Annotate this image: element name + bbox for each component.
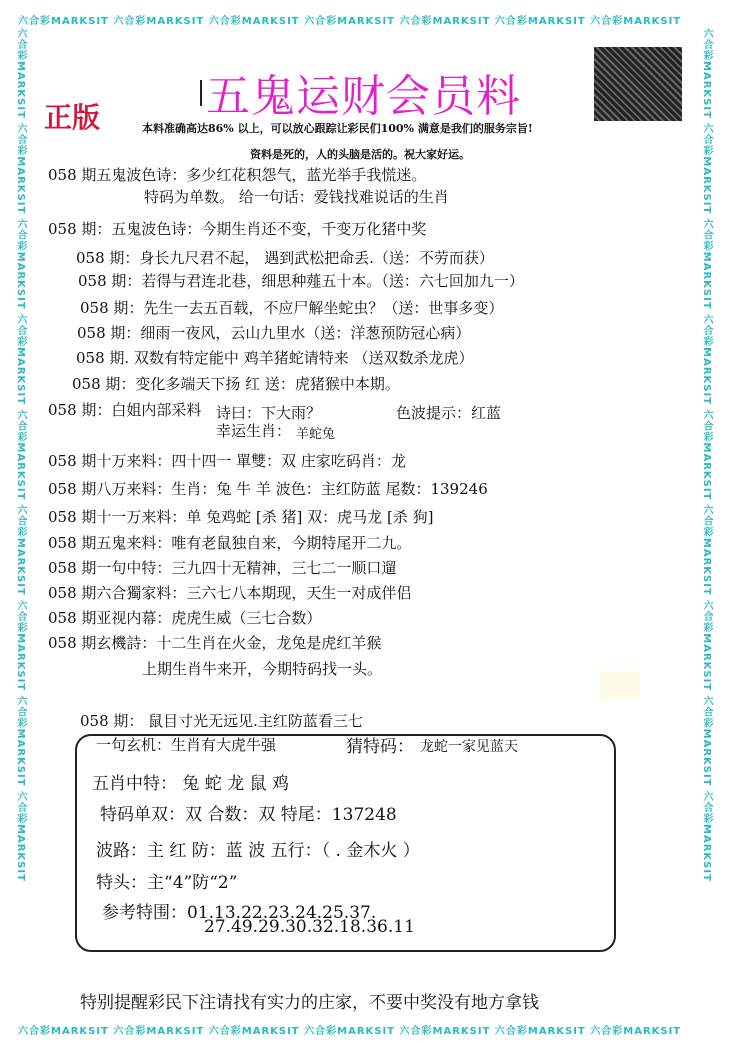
- text-line: 058 期：身长九尺君不起， 遇到武松把命丢.（送：不劳而获）: [76, 249, 494, 267]
- text-line: 058 期五鬼来料：唯有老鼠独自来，今期特尾开二九。: [48, 534, 412, 552]
- text-line: 058 期一句中特：三九四十无精神，三七二一顺口遛: [48, 559, 397, 577]
- text-line: 058 期：五鬼波色诗：今期生肖还不变，千变万化猪中奖: [48, 220, 427, 238]
- box-line: 龙蛇一家见蓝天: [420, 739, 518, 755]
- text-line: 羊蛇兔: [296, 427, 336, 442]
- text-line: 058 期：白姐内部采料: [48, 401, 202, 419]
- text-line: 058 期. 双数有特定能中 鸡羊猪蛇请特来 （送双数杀龙虎）: [76, 349, 474, 367]
- text-line: 058 期： 鼠目寸光无远见.主红防蓝看三七: [80, 712, 363, 730]
- text-line: 058 期十万来料：四十四一 單雙：双 庄家吃码肖：龙: [48, 452, 406, 470]
- text-line: 幸运生肖：: [216, 422, 292, 440]
- box-line: 27.49.29.30.32.18.36.11: [204, 917, 415, 937]
- text-line: 058 期六合獨家料：三六七八本期现，天生一对成伴侣: [48, 584, 412, 602]
- text-line: 058 期八万来料：生肖：兔 牛 羊 波色：主红防蓝 尾数：139246: [48, 480, 488, 498]
- text-line: 058 期亚视内幕：虎虎生威（三七合数）: [48, 609, 322, 627]
- text-line: 058 期：变化多端天下扬 红 送：虎猪猴中本期。: [72, 375, 400, 393]
- border-watermark-bottom: 六合彩MARKSIT 六合彩MARKSIT 六合彩MARKSIT 六合彩MARKSIT 六合彩MARKSIT 六合彩MARKSIT 六合彩MARKSIT: [18, 1026, 682, 1036]
- box-line: 参考特围：01.13.22.23.24.25.37.: [102, 903, 377, 923]
- qr-code-image: [594, 47, 682, 121]
- text-line: 特码为单数。 给一句话：爱钱找难说话的生肖: [144, 188, 449, 206]
- page-title: 五鬼运财会员料: [206, 71, 521, 122]
- subtitle-blessing: 资料是死的，人的头脑是活的。祝大家好运。: [250, 148, 470, 161]
- text-line: 058 期玄機詩：十二生肖在火金，龙兔是虎红羊猴: [48, 634, 382, 652]
- box-line: 一句玄机：生肖有大虎牛强: [96, 736, 277, 754]
- border-watermark-left: 六合彩MARKSIT 六合彩MARKSIT 六合彩MARKSIT 六合彩MARKSIT 六合彩MARKSIT 六合彩MARKSIT 六合彩MARKSIT 六合彩MARKSIT 六合彩MARKSIT: [15, 28, 26, 882]
- text-line: 058 期：细雨一夜风，云山九里水（送：洋葱预防冠心病）: [77, 324, 471, 342]
- text-line: 058 期十一万来料：单 兔鸡蛇 [杀 猪] 双：虎马龙 [杀 狗]: [48, 508, 434, 526]
- box-line: 五肖中特： 兔 蛇 龙 鼠 鸡: [92, 774, 290, 794]
- text-line: 058 期：若得与君连北巷，细思种薤五十本。（送：六七回加九一）: [78, 272, 524, 290]
- footer-notice: 特别提醒彩民下注请找有实力的庄家，不要中奖没有地方拿钱: [80, 993, 539, 1013]
- title-divider: [200, 80, 202, 106]
- border-watermark-right: 六合彩MARKSIT 六合彩MARKSIT 六合彩MARKSIT 六合彩MARKSIT 六合彩MARKSIT 六合彩MARKSIT 六合彩MARKSIT 六合彩MARKSIT 六合彩MARKSIT: [701, 28, 712, 882]
- text-line: 058 期：先生一去五百载，不应尸解坐蛇虫？（送：世事多变）: [80, 299, 504, 317]
- text-line: 上期生肖牛来开，今期特码找一头。: [142, 660, 383, 678]
- subtitle-slogan: 本料准确高达86% 以上，可以放心跟踪让彩民们100% 满意是我们的服务宗旨!: [142, 122, 533, 135]
- box-line: 猜特码：: [346, 737, 414, 757]
- text-line: 色波提示：红蓝: [396, 404, 502, 422]
- faint-highlight: [600, 670, 640, 700]
- border-text: 六合彩MARKSIT: [18, 16, 109, 26]
- text-line: 诗曰：下大雨？: [216, 404, 322, 422]
- genuine-badge: 正版: [44, 101, 101, 134]
- box-line: 特码单双：双 合数：双 特尾：137248: [100, 805, 397, 825]
- border-watermark-top: 六合彩MARKSIT 六合彩MARKSIT 六合彩MARKSIT 六合彩MARKSIT 六合彩MARKSIT 六合彩MARKSIT 六合彩MARKSIT: [18, 16, 682, 26]
- box-line: 波路：主 红 防：蓝 波 五行：（ . 金木火 ）: [96, 841, 420, 861]
- box-line: 特头：主“4”防“2”: [96, 873, 238, 893]
- text-line: 058 期五鬼波色诗：多少红花积怨气，蓝光举手我慌迷。: [48, 166, 427, 184]
